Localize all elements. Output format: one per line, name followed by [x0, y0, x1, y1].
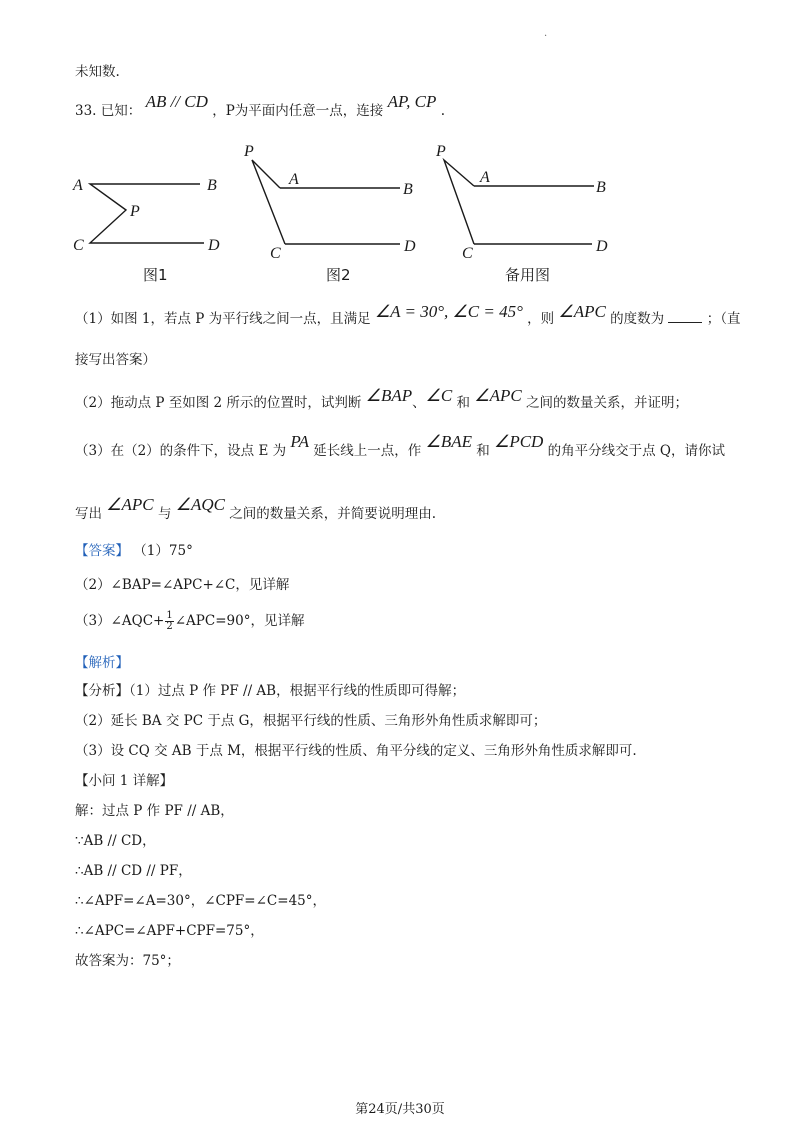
fig2-label-a: A	[289, 171, 299, 188]
part3-m4: ∠APC	[106, 495, 154, 514]
answer-2: （2）∠BAP=∠APC+∠C，见详解	[75, 577, 290, 593]
part3-text-e: 之间的数量关系，并简要说明理由.	[229, 506, 437, 522]
fig1-label-a: A	[73, 177, 83, 194]
fig3-label-b: B	[596, 179, 606, 196]
part3-line2	[75, 495, 437, 524]
part3-with: 与	[157, 506, 172, 522]
top-line: 未知数.	[75, 64, 120, 80]
fraction-denominator: 2	[166, 621, 173, 632]
part3-text-a: （3）在（2）的条件下，设点 E 为	[75, 443, 287, 459]
given-math: AB // CD	[145, 92, 208, 111]
part2-and: 和	[456, 395, 471, 411]
part1-text-a: （1）如图 1，若点 P 为平行线之间一点，且满足	[75, 311, 371, 327]
part3-and: 和	[476, 443, 490, 459]
answer-3-pre: （3）∠AQC+	[75, 613, 165, 629]
corner-mark: .	[544, 28, 548, 39]
fig3-label-c: C	[462, 245, 473, 262]
analysis-line9: ∴∠APC=∠APF+CPF=75°，	[75, 923, 264, 939]
fig1-label-d: D	[208, 237, 220, 254]
analysis-line8: ∴∠APF=∠A=30°，∠CPF=∠C=45°，	[75, 893, 326, 909]
fig1-caption: 图1	[143, 266, 168, 284]
part2-m3: ∠APC	[474, 386, 522, 405]
question-33	[75, 92, 445, 121]
analysis-line10: 故答案为：75°；	[75, 953, 180, 969]
answer-line1	[75, 541, 193, 561]
part3-line1	[75, 432, 725, 461]
part1-line1	[75, 302, 741, 329]
part3-text-c: 的角平分线交于点 Q，请你试	[547, 443, 725, 459]
analysis-line2: （2）延长 BA 交 PC 于点 G，根据平行线的性质、三角形外角性质求解即可；	[75, 713, 547, 729]
part3-m2: ∠BAE	[425, 432, 472, 451]
answer-blank	[668, 308, 702, 323]
analysis-line4: 【小问 1 详解】	[75, 773, 174, 789]
answer-3-post: ∠APC=90°，见详解	[174, 613, 305, 629]
fig3-line-apc	[444, 160, 474, 244]
fig1-label-c: C	[73, 237, 84, 254]
part1-text-d: ；（直	[706, 311, 741, 327]
analysis-tag: 【解析】	[75, 655, 129, 671]
part3-m1: PA	[290, 432, 309, 451]
fig2-label-c: C	[270, 245, 281, 262]
question-mid-text: ，P为平面内任意一点，连接	[212, 103, 384, 119]
analysis-line3: （3）设 CQ 交 AB 于点 M，根据平行线的性质、角平分线的定义、三角形外角性质求解即可.	[75, 743, 637, 759]
analysis-line1: 【分析】（1）过点 P 作 PF // AB，根据平行线的性质即可得解；	[75, 683, 466, 699]
question-number: 33. 已知：	[75, 103, 142, 119]
part1-line2: 接写出答案）	[75, 352, 156, 368]
part1-text-c: 的度数为	[610, 311, 665, 327]
analysis-line7: ∴AB // CD // PF，	[75, 863, 192, 879]
part3-m5: ∠AQC	[175, 495, 225, 514]
fig1-lines	[90, 184, 204, 243]
answer-1: （1）75°	[133, 543, 193, 559]
part3-text-d: 写出	[75, 506, 102, 522]
part2-line	[75, 386, 688, 413]
fig3-label-a: A	[480, 169, 490, 186]
fraction-half	[165, 611, 173, 632]
fig3-caption: 备用图	[505, 266, 551, 284]
fig3-label-p: P	[436, 143, 446, 160]
fig2-label-p: P	[244, 143, 254, 160]
page-footer: 第24页/共30页	[355, 1102, 445, 1117]
answer-tag: 【答案】	[75, 543, 129, 559]
connect-math: AP, CP	[387, 92, 437, 111]
part2-m1: ∠BAP	[365, 386, 413, 405]
fraction-numerator: 1	[166, 610, 173, 621]
part2-sep: 、	[412, 395, 426, 411]
part2-text-a: （2）拖动点 P 至如图 2 所示的位置时，试判断	[75, 395, 362, 411]
part1-text-b: ，则	[527, 311, 555, 327]
analysis-line6: ∵AB // CD，	[75, 833, 156, 849]
fig2-line-apc	[252, 160, 285, 244]
part3-m3: ∠PCD	[494, 432, 544, 451]
fig2-label-b: B	[403, 181, 413, 198]
part3-text-b: 延长线上一点，作	[313, 443, 422, 459]
fig1-label-p: P	[130, 203, 140, 220]
answer-line3	[75, 611, 304, 632]
analysis-line5: 解：过点 P 作 PF // AB，	[75, 803, 234, 819]
fig3-label-d: D	[596, 238, 608, 255]
part2-text-b: 之间的数量关系，并证明；	[525, 395, 688, 411]
question-end-text: .	[440, 103, 445, 119]
geometry-figures	[0, 140, 800, 300]
part1-angle: ∠APC	[558, 302, 606, 321]
part1-condition: ∠A = 30°, ∠C = 45°	[374, 302, 523, 321]
part2-m2: ∠C	[425, 386, 453, 405]
fig2-label-d: D	[404, 238, 416, 255]
fig1-label-b: B	[207, 177, 217, 194]
fig2-caption: 图2	[326, 266, 351, 284]
